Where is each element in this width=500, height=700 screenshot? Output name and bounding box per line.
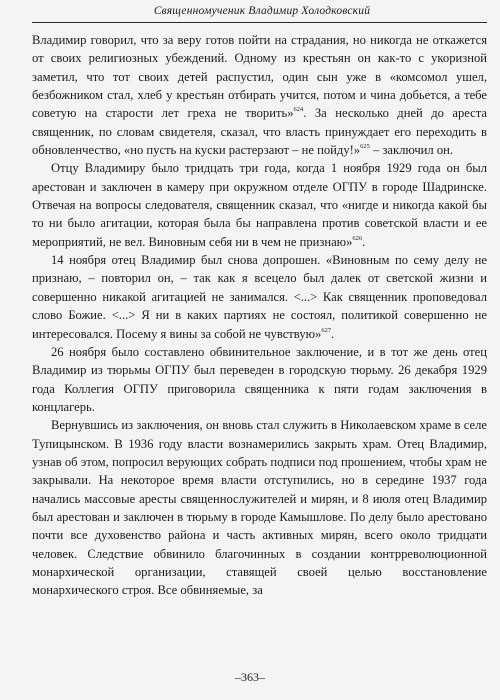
paragraph	[32, 251, 487, 343]
running-title: Священномученик Владимир Холодковский	[153, 5, 371, 17]
paragraph-text: . За несколько дней до ареста священник, по словам свидетеля, сказал, что власть принуждает его переходить в обновленчество, «но пусть на куски растерзают – не пойду!»	[32, 106, 488, 158]
paragraph-text: Вернувшись из заключения, он вновь стал служить в Николаевском храме в селе Тупицынском. В 1936 году власти вознамерились закрыть храм. Отец Владимир, узнав об этом, попросил верующих собрать подписи под прошением, чтобы храм не закрывали. На некоторое время власти отступились, но в середине 1937 года начались массовые аресты священнослужителей и мирян, и 8 июля отец Владимир был арестован и заключен в тюрьму в городе Камышлове. По делу было арестовано почти все духовенство района и часть активных мирян, всего около тридцати человек. Следствие обвинило благочинных в создании контрреволюционной монархической организации, ставящей своей целью восстановление монархического строя. Все обвиняемые, за	[32, 418, 487, 598]
paragraph-text: Владимир говорил, что за веру готов пойти на страдания, но никогда не откажется от своих религиозных убеждений. Одному из крестьян он как-то с укоризной заметил, что тот своих детей распустил, один сын уже в «комсомол ушел, безбожником стал, хлеб у крестьян отбирать учится, потом и чина добьется, а тебе советую на старости лет греха не творить»	[32, 33, 487, 121]
paragraph-text: Отцу Владимиру было тридцать три года, когда 1 ноября 1929 года он был арестован и заключен в камеру при окружном отделе ОГПУ в городе Шадринске. Отвечая на вопросы следователя, священник сказал, что «нигде и никогда какой бы то ни было агитации, которая была бы направлена против советской власти и ее мероприятий, не вел. Виновным себя ни в чем не признаю»	[32, 161, 487, 249]
paragraph	[32, 31, 487, 159]
paragraph-text: .	[331, 326, 335, 341]
page-number: –363–	[235, 670, 265, 684]
header-rule	[32, 22, 487, 23]
footnote-marker: 626	[352, 234, 363, 242]
paragraph	[32, 416, 487, 599]
paragraph	[32, 159, 487, 251]
paragraph-text: – заключил он.	[369, 143, 454, 158]
paragraph	[32, 343, 487, 416]
paragraph-text: 14 ноября отец Владимир был снова допрошен. «Виновным по сему делу не признаю, – повторил он, – так как я всецело был далек от светской жизни и совершенно никакой агитацией не занимался. <...> Как священник проповедовал слово Божие. <...> Я ни в каких партиях не состоял, политикой совершенно не интересовался. Посему я вины за собой не чувствую»	[32, 253, 487, 341]
paragraph-text: .	[362, 234, 366, 249]
paragraph-text: 26 ноября было составлено обвинительное заключение, и в тот же день отец Владимир из тюрьмы ОГПУ был переведен в городскую тюрьму. 26 декабря 1929 года Коллегия ОГПУ приговорила священника к пяти годам заключения в концлагерь.	[32, 344, 487, 414]
footnote-marker: 624	[293, 106, 304, 114]
footnote-marker: 627	[321, 326, 332, 334]
body-text	[32, 31, 487, 600]
footnote-marker: 625	[360, 143, 370, 151]
